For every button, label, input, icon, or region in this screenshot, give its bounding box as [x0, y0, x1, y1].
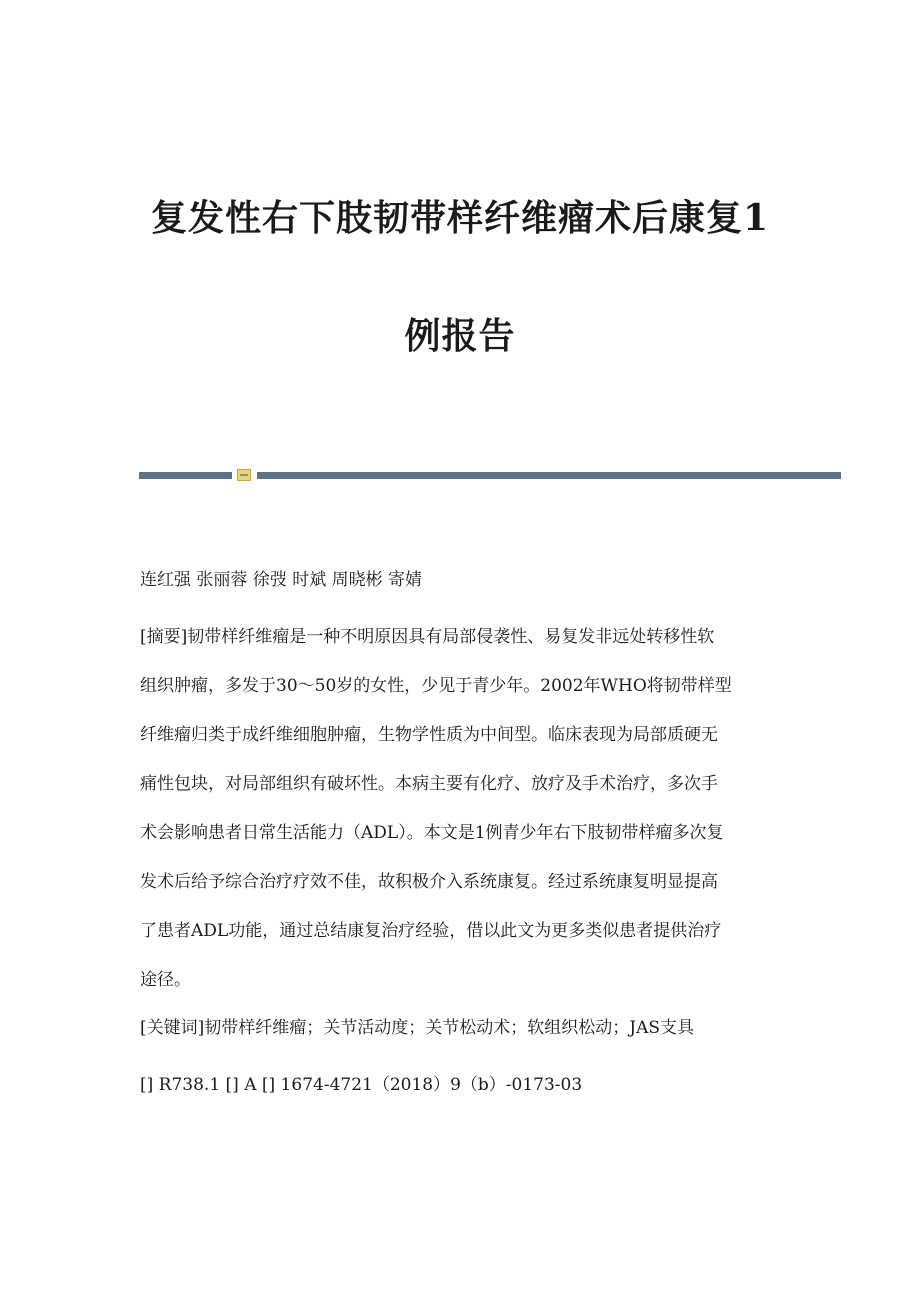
divider-bar-left [139, 472, 232, 479]
abstract-line: 发术后给予综合治疗疗效不佳，故积极介入系统康复。经过系统康复明显提高 [140, 872, 718, 892]
divider-ornament-icon [237, 469, 251, 481]
classification-codes: [] R738.1 [] A [] 1674-4721（2018）9（b）-0173-03 [140, 1075, 583, 1095]
abstract-line: [摘要]韧带样纤维瘤是一种不明原因具有局部侵袭性、易复发非远处转移性软 [140, 627, 715, 647]
abstract-line: 术会影响患者日常生活能力（ADL）。本文是1例青少年右下肢韧带样瘤多次复 [140, 823, 724, 843]
author-list: 连红强 张丽蓉 徐弢 时斌 周晓彬 寄婧 [140, 570, 423, 590]
abstract-line: 痛性包块，对局部组织有破坏性。本病主要有化疗、放疗及手术治疗，多次手 [140, 774, 718, 794]
abstract-line: 了患者ADL功能，通过总结康复治疗经验，借以此文为更多类似患者提供治疗 [140, 921, 722, 941]
abstract-line: 途径。 [140, 970, 191, 990]
title-divider [139, 468, 841, 482]
abstract-line: 纤维瘤归类于成纤维细胞肿瘤，生物学性质为中间型。临床表现为局部质硬无 [140, 725, 718, 745]
divider-bar-right [257, 472, 841, 479]
document-title-line-1: 复发性右下肢韧带样纤维瘤术后康复1 [150, 197, 770, 239]
document-title-line-2: 例报告 [404, 315, 516, 357]
keywords: [关键词]韧带样纤维瘤；关节活动度；关节松动术；软组织松动；JAS支具 [140, 1018, 695, 1038]
abstract-line: 组织肿瘤，多发于30～50岁的女性，少见于青少年。2002年WHO将韧带样型 [140, 676, 732, 696]
